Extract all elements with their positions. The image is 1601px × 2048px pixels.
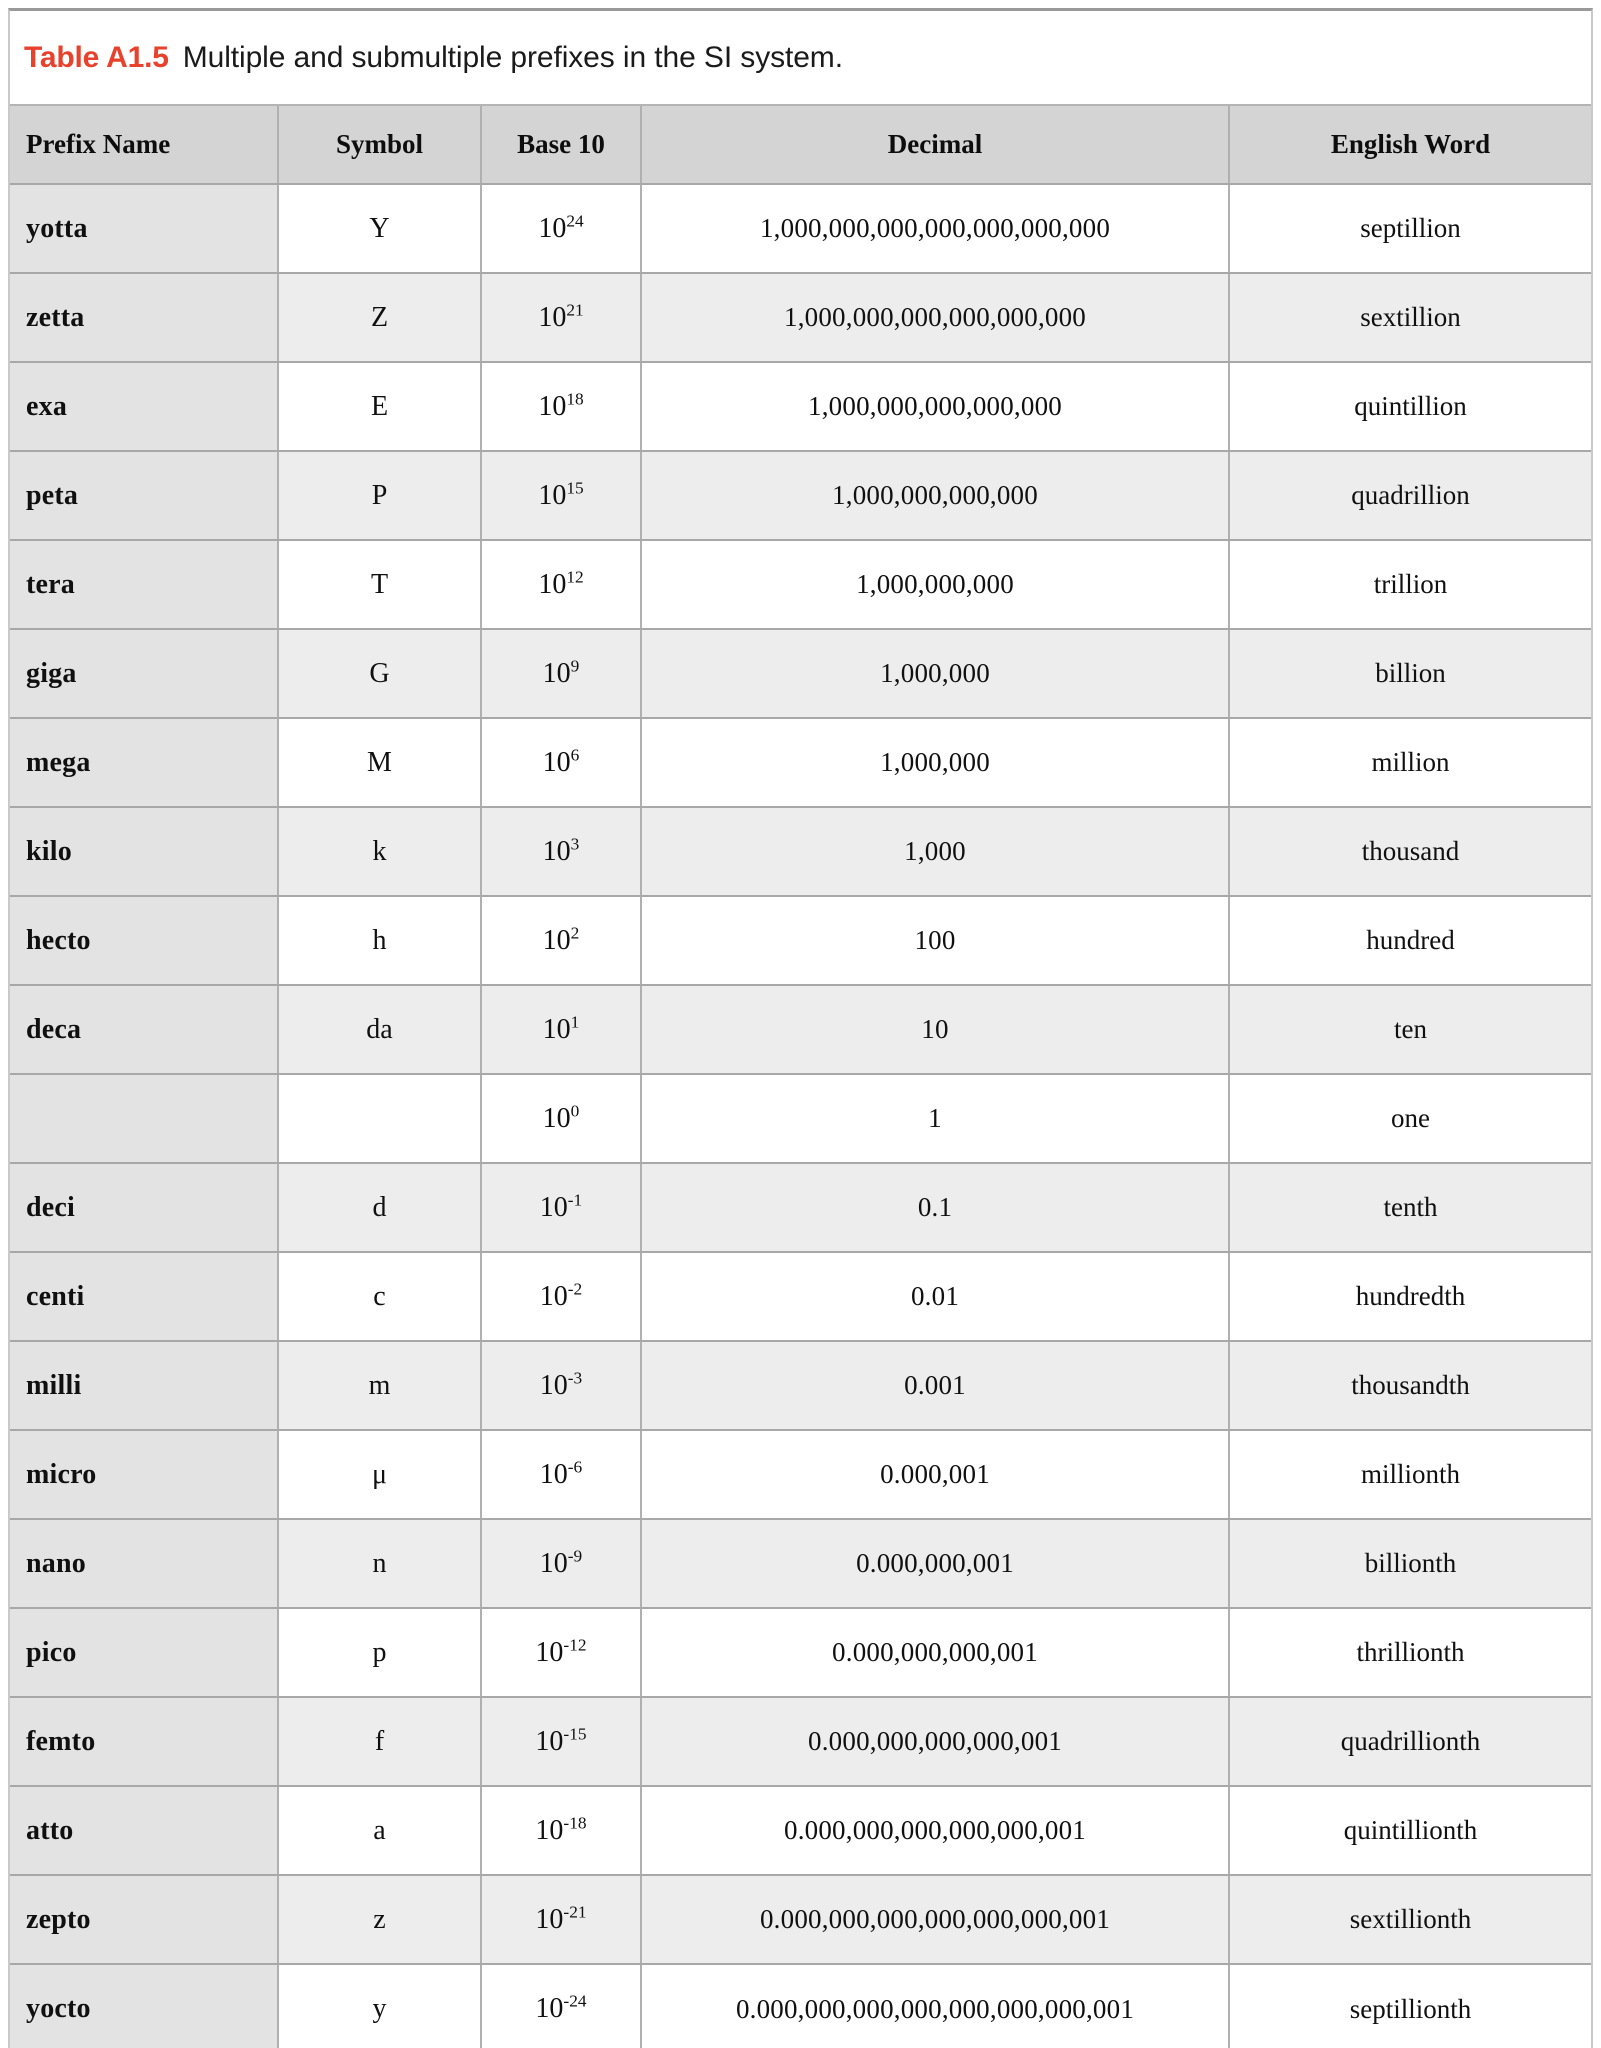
header-row	[10, 106, 1591, 184]
table-row	[10, 985, 1591, 1074]
table-header	[10, 106, 1591, 184]
cell-decimal: 0.000,000,001	[641, 1519, 1229, 1608]
cell-symbol: d	[278, 1163, 481, 1252]
base-exponent: 24	[566, 211, 584, 231]
cell-base10	[481, 1074, 641, 1163]
cell-symbol: c	[278, 1252, 481, 1341]
base-mantissa: 10	[535, 1814, 564, 1846]
base-mantissa: 10	[538, 390, 567, 422]
cell-prefix-name: hecto	[10, 896, 278, 985]
cell-english-word: sextillion	[1229, 273, 1591, 362]
cell-base10	[481, 1252, 641, 1341]
base-exponent: 21	[566, 300, 584, 320]
table-body	[10, 184, 1591, 2048]
cell-symbol: M	[278, 718, 481, 807]
column-header-english-word: English Word	[1229, 106, 1591, 184]
cell-symbol: p	[278, 1608, 481, 1697]
cell-symbol: n	[278, 1519, 481, 1608]
table-row	[10, 1519, 1591, 1608]
base-mantissa: 10	[538, 479, 567, 511]
cell-prefix-name: pico	[10, 1608, 278, 1697]
table-row	[10, 451, 1591, 540]
cell-decimal: 10	[641, 985, 1229, 1074]
base-exponent: 18	[566, 389, 584, 409]
base-exponent: -2	[567, 1279, 583, 1299]
table-row	[10, 362, 1591, 451]
cell-prefix-name: peta	[10, 451, 278, 540]
cell-prefix-name: tera	[10, 540, 278, 629]
cell-prefix-name: zetta	[10, 273, 278, 362]
cell-base10	[481, 273, 641, 362]
cell-symbol: Y	[278, 184, 481, 273]
table-row	[10, 1074, 1591, 1163]
cell-decimal: 0.001	[641, 1341, 1229, 1430]
base-mantissa: 10	[539, 1369, 568, 1401]
cell-decimal: 0.000,000,000,000,000,000,000,001	[641, 1964, 1229, 2048]
cell-prefix-name: nano	[10, 1519, 278, 1608]
cell-base10	[481, 1341, 641, 1430]
table-row	[10, 1608, 1591, 1697]
column-header-symbol: Symbol	[278, 106, 481, 184]
cell-symbol	[278, 1074, 481, 1163]
cell-prefix-name: atto	[10, 1786, 278, 1875]
cell-english-word: thousand	[1229, 807, 1591, 896]
cell-english-word: hundred	[1229, 896, 1591, 985]
cell-prefix-name: kilo	[10, 807, 278, 896]
base-mantissa: 10	[539, 1191, 568, 1223]
base-mantissa: 10	[539, 1547, 568, 1579]
cell-prefix-name: yocto	[10, 1964, 278, 2048]
base-exponent: -15	[563, 1724, 587, 1744]
base-mantissa: 10	[535, 1725, 564, 1757]
cell-english-word: quadrillionth	[1229, 1697, 1591, 1786]
cell-english-word: tenth	[1229, 1163, 1591, 1252]
cell-decimal: 0.000,000,000,001	[641, 1608, 1229, 1697]
cell-english-word: sextillionth	[1229, 1875, 1591, 1964]
base-mantissa: 10	[542, 924, 571, 956]
cell-prefix-name: femto	[10, 1697, 278, 1786]
table-container	[8, 8, 1593, 2048]
cell-base10	[481, 184, 641, 273]
cell-base10	[481, 1875, 641, 1964]
base-mantissa: 10	[542, 1013, 571, 1045]
cell-base10	[481, 1519, 641, 1608]
cell-symbol: da	[278, 985, 481, 1074]
base-mantissa: 10	[539, 1458, 568, 1490]
cell-base10	[481, 1786, 641, 1875]
table-row	[10, 1163, 1591, 1252]
cell-base10	[481, 807, 641, 896]
base-exponent: 15	[566, 478, 584, 498]
base-exponent: -18	[563, 1813, 587, 1833]
cell-english-word: thrillionth	[1229, 1608, 1591, 1697]
cell-symbol: E	[278, 362, 481, 451]
table-row	[10, 540, 1591, 629]
cell-prefix-name	[10, 1074, 278, 1163]
cell-english-word: thousandth	[1229, 1341, 1591, 1430]
base-exponent: 3	[570, 834, 580, 854]
table-row	[10, 1341, 1591, 1430]
base-exponent: -1	[567, 1190, 583, 1210]
cell-english-word: billionth	[1229, 1519, 1591, 1608]
cell-decimal: 1,000,000,000	[641, 540, 1229, 629]
base-exponent: -12	[563, 1635, 587, 1655]
cell-base10	[481, 1608, 641, 1697]
base-exponent: -24	[563, 1991, 587, 2011]
base-exponent: 9	[570, 656, 580, 676]
cell-decimal: 1,000,000	[641, 718, 1229, 807]
table-row	[10, 629, 1591, 718]
cell-decimal: 0.01	[641, 1252, 1229, 1341]
cell-base10	[481, 451, 641, 540]
cell-base10	[481, 896, 641, 985]
cell-english-word: septillionth	[1229, 1964, 1591, 2048]
cell-base10	[481, 540, 641, 629]
cell-decimal: 0.000,000,000,000,000,001	[641, 1786, 1229, 1875]
table-row	[10, 1964, 1591, 2048]
cell-english-word: quintillionth	[1229, 1786, 1591, 1875]
cell-decimal: 1,000,000,000,000	[641, 451, 1229, 540]
cell-decimal: 0.1	[641, 1163, 1229, 1252]
cell-prefix-name: giga	[10, 629, 278, 718]
base-mantissa: 10	[538, 301, 567, 333]
cell-prefix-name: milli	[10, 1341, 278, 1430]
cell-english-word: quintillion	[1229, 362, 1591, 451]
table-caption-text: Multiple and submultiple prefixes in the SI system.	[182, 40, 843, 74]
base-mantissa: 10	[542, 657, 571, 689]
cell-decimal: 1,000	[641, 807, 1229, 896]
cell-english-word: trillion	[1229, 540, 1591, 629]
cell-english-word: quadrillion	[1229, 451, 1591, 540]
cell-symbol: k	[278, 807, 481, 896]
cell-symbol: f	[278, 1697, 481, 1786]
base-mantissa: 10	[538, 568, 567, 600]
cell-english-word: ten	[1229, 985, 1591, 1074]
base-mantissa: 10	[542, 835, 571, 867]
cell-decimal: 0.000,001	[641, 1430, 1229, 1519]
base-mantissa: 10	[535, 1636, 564, 1668]
cell-decimal: 1,000,000,000,000,000	[641, 362, 1229, 451]
cell-decimal: 1,000,000,000,000,000,000	[641, 273, 1229, 362]
cell-base10	[481, 1430, 641, 1519]
table-caption	[10, 11, 1591, 106]
cell-base10	[481, 1163, 641, 1252]
base-exponent: -3	[567, 1368, 583, 1388]
si-prefixes-table	[10, 106, 1591, 2048]
column-header-decimal: Decimal	[641, 106, 1229, 184]
base-mantissa: 10	[535, 1903, 564, 1935]
cell-symbol: P	[278, 451, 481, 540]
cell-decimal: 0.000,000,000,000,000,000,001	[641, 1875, 1229, 1964]
cell-symbol: G	[278, 629, 481, 718]
table-row	[10, 1786, 1591, 1875]
table-row	[10, 1430, 1591, 1519]
table-row	[10, 1697, 1591, 1786]
table-row	[10, 273, 1591, 362]
cell-symbol: m	[278, 1341, 481, 1430]
base-exponent: 6	[570, 745, 580, 765]
cell-symbol: Z	[278, 273, 481, 362]
cell-prefix-name: zepto	[10, 1875, 278, 1964]
base-exponent: -21	[563, 1902, 587, 1922]
base-mantissa: 10	[535, 1993, 564, 2024]
base-mantissa: 10	[542, 1102, 571, 1134]
cell-prefix-name: mega	[10, 718, 278, 807]
cell-prefix-name: centi	[10, 1252, 278, 1341]
base-exponent: 2	[570, 923, 580, 943]
cell-prefix-name: yotta	[10, 184, 278, 273]
cell-base10	[481, 718, 641, 807]
table-row	[10, 807, 1591, 896]
cell-decimal: 1,000,000,000,000,000,000,000	[641, 184, 1229, 273]
cell-symbol: y	[278, 1964, 481, 2048]
cell-prefix-name: exa	[10, 362, 278, 451]
cell-prefix-name: deci	[10, 1163, 278, 1252]
base-mantissa: 10	[539, 1280, 568, 1312]
table-caption-label: Table A1.5	[24, 40, 169, 74]
cell-english-word: one	[1229, 1074, 1591, 1163]
cell-english-word: millionth	[1229, 1430, 1591, 1519]
cell-english-word: hundredth	[1229, 1252, 1591, 1341]
cell-english-word: million	[1229, 718, 1591, 807]
cell-decimal: 1,000,000	[641, 629, 1229, 718]
table-row	[10, 718, 1591, 807]
cell-decimal: 100	[641, 896, 1229, 985]
base-exponent: 0	[570, 1101, 580, 1121]
cell-symbol: a	[278, 1786, 481, 1875]
cell-base10	[481, 629, 641, 718]
cell-decimal: 1	[641, 1074, 1229, 1163]
cell-english-word: billion	[1229, 629, 1591, 718]
table-row	[10, 184, 1591, 273]
base-exponent: 12	[566, 567, 584, 587]
table-row	[10, 896, 1591, 985]
table-row	[10, 1875, 1591, 1964]
cell-english-word: septillion	[1229, 184, 1591, 273]
base-mantissa: 10	[542, 746, 571, 778]
cell-base10	[481, 985, 641, 1074]
cell-base10	[481, 1697, 641, 1786]
column-header-base10: Base 10	[481, 106, 641, 184]
cell-decimal: 0.000,000,000,000,001	[641, 1697, 1229, 1786]
cell-symbol: T	[278, 540, 481, 629]
column-header-prefix-name: Prefix Name	[10, 106, 278, 184]
cell-base10	[481, 1964, 641, 2048]
base-exponent: 1	[570, 1012, 580, 1032]
table-row	[10, 1252, 1591, 1341]
cell-symbol: z	[278, 1875, 481, 1964]
base-exponent: -9	[567, 1546, 583, 1566]
cell-symbol: μ	[278, 1430, 481, 1519]
base-mantissa: 10	[538, 212, 567, 244]
cell-symbol: h	[278, 896, 481, 985]
base-exponent: -6	[567, 1457, 583, 1477]
cell-prefix-name: deca	[10, 985, 278, 1074]
cell-prefix-name: micro	[10, 1430, 278, 1519]
cell-base10	[481, 362, 641, 451]
